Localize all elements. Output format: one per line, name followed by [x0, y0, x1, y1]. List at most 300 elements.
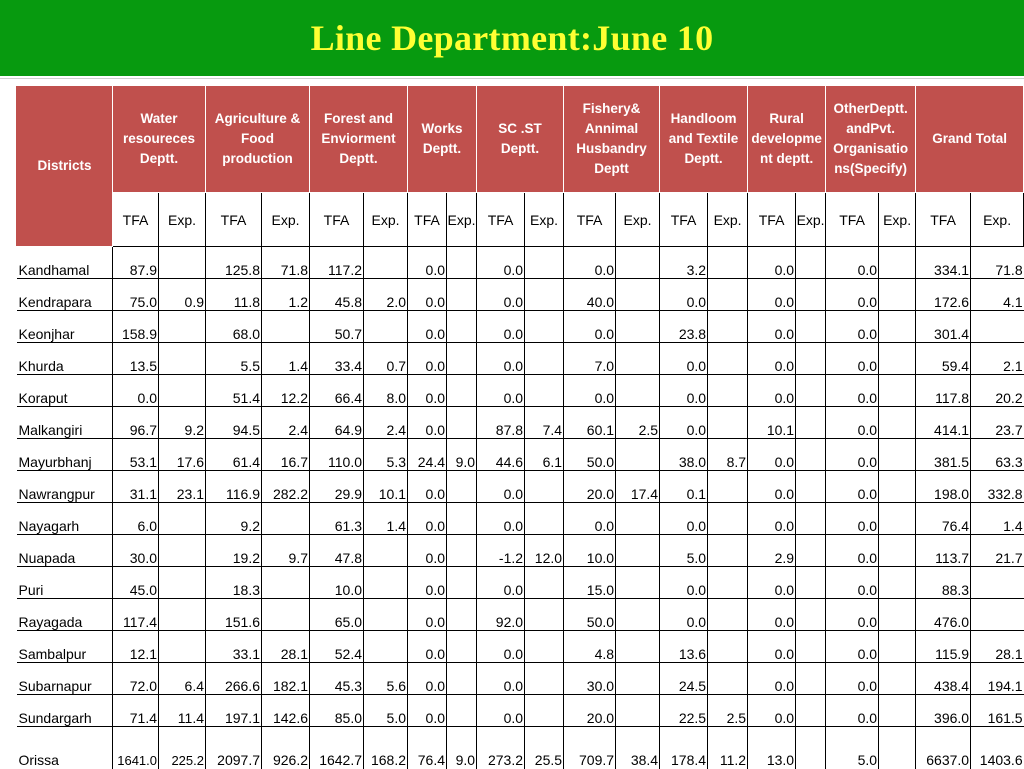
district-name: Koraput — [17, 375, 113, 407]
table-cell: 71.4 — [113, 695, 159, 727]
table-cell: 225.2 — [159, 727, 206, 769]
table-cell: 2.5 — [616, 407, 660, 439]
table-cell: 142.6 — [262, 695, 310, 727]
table-cell: 9.0 — [447, 439, 477, 471]
table-cell: 75.0 — [113, 279, 159, 311]
district-name: Nawrangpur — [17, 471, 113, 503]
table-cell — [159, 503, 206, 535]
table-row — [17, 663, 1024, 695]
subheader-tfa: TFA — [660, 193, 708, 247]
table-cell: 10.1 — [748, 407, 796, 439]
table-cell: 0.0 — [748, 503, 796, 535]
table-cell: 0.0 — [748, 471, 796, 503]
table-cell: 0.0 — [408, 567, 447, 599]
table-cell — [971, 311, 1024, 343]
table-cell: 0.0 — [564, 375, 616, 407]
table-cell: 1.4 — [364, 503, 408, 535]
table-cell: 76.4 — [408, 727, 447, 769]
table-cell: 5.5 — [206, 343, 262, 375]
table-cell: 161.5 — [971, 695, 1024, 727]
table-cell: 5.3 — [364, 439, 408, 471]
table-cell — [971, 567, 1024, 599]
table-cell: 332.8 — [971, 471, 1024, 503]
district-name: Subarnapur — [17, 663, 113, 695]
table-cell — [262, 567, 310, 599]
table-cell — [447, 375, 477, 407]
table-cell: 45.3 — [310, 663, 364, 695]
table-cell: 1642.7 — [310, 727, 364, 769]
table-cell: 23.8 — [660, 311, 708, 343]
title-banner — [0, 0, 1024, 76]
table-cell: 11.8 — [206, 279, 262, 311]
table-cell: 282.2 — [262, 471, 310, 503]
table-cell: 0.0 — [477, 311, 525, 343]
page-title: Line Department:June 10 — [311, 17, 714, 59]
table-cell: 0.0 — [660, 503, 708, 535]
table-row — [17, 279, 1024, 311]
table-cell: 23.7 — [971, 407, 1024, 439]
table-cell: 0.0 — [826, 663, 879, 695]
table-cell — [708, 375, 748, 407]
table-cell: 0.0 — [477, 695, 525, 727]
table-cell: 68.0 — [206, 311, 262, 343]
table-cell — [879, 663, 916, 695]
table-cell — [159, 599, 206, 631]
table-cell: 6.1 — [525, 439, 564, 471]
table-row — [17, 375, 1024, 407]
table-cell — [796, 279, 826, 311]
subheader-exp: Exp. — [159, 193, 206, 247]
col-header-forest: Forest and Enviorment Deptt. — [310, 86, 408, 193]
table-cell — [447, 343, 477, 375]
district-name: Keonjhar — [17, 311, 113, 343]
table-cell — [364, 631, 408, 663]
district-name: Nuapada — [17, 535, 113, 567]
table-cell — [796, 695, 826, 727]
subheader-tfa: TFA — [916, 193, 971, 247]
table-cell — [525, 631, 564, 663]
col-header-water: Water resoureces Deptt. — [113, 86, 206, 193]
table-cell — [879, 503, 916, 535]
table-cell: 0.0 — [748, 311, 796, 343]
table-cell: 9.2 — [206, 503, 262, 535]
table-cell: 0.0 — [748, 279, 796, 311]
table-cell: 0.0 — [564, 503, 616, 535]
table-cell: 0.0 — [748, 567, 796, 599]
table-cell: 40.0 — [564, 279, 616, 311]
table-cell — [616, 535, 660, 567]
table-cell — [708, 663, 748, 695]
table-row — [17, 247, 1024, 279]
subheader-exp: Exp. — [971, 193, 1024, 247]
subheader-tfa: TFA — [748, 193, 796, 247]
table-cell — [616, 695, 660, 727]
table-cell — [525, 695, 564, 727]
table-cell: 151.6 — [206, 599, 262, 631]
table-cell: 414.1 — [916, 407, 971, 439]
table-cell: 12.2 — [262, 375, 310, 407]
table-cell: 198.0 — [916, 471, 971, 503]
department-table — [16, 85, 1024, 769]
table-cell: 5.0 — [364, 695, 408, 727]
table-cell: 12.1 — [113, 631, 159, 663]
table-cell: 76.4 — [916, 503, 971, 535]
table-cell — [708, 311, 748, 343]
table-cell: 9.2 — [159, 407, 206, 439]
table-cell: 0.0 — [477, 279, 525, 311]
table-cell: 88.3 — [916, 567, 971, 599]
table-cell: 926.2 — [262, 727, 310, 769]
table-cell — [525, 279, 564, 311]
table-cell: 3.2 — [660, 247, 708, 279]
table-cell: 1.4 — [971, 503, 1024, 535]
table-cell: 0.0 — [660, 599, 708, 631]
table-cell: 2.4 — [262, 407, 310, 439]
table-cell: 266.6 — [206, 663, 262, 695]
table-cell: 0.0 — [748, 375, 796, 407]
table-cell: 92.0 — [477, 599, 525, 631]
table-cell — [796, 535, 826, 567]
table-cell: 52.4 — [310, 631, 364, 663]
table-cell: 8.7 — [708, 439, 748, 471]
table-cell — [525, 375, 564, 407]
table-cell: 51.4 — [206, 375, 262, 407]
table-cell — [796, 375, 826, 407]
table-cell: 60.1 — [564, 407, 616, 439]
subheader-exp: Exp. — [879, 193, 916, 247]
table-cell — [796, 503, 826, 535]
table-cell — [796, 343, 826, 375]
table-cell — [879, 247, 916, 279]
table-cell: 66.4 — [310, 375, 364, 407]
table-cell: 0.0 — [408, 631, 447, 663]
district-name: Kandhamal — [17, 247, 113, 279]
table-cell: 0.0 — [826, 567, 879, 599]
table-cell: 273.2 — [477, 727, 525, 769]
table-cell: 0.0 — [660, 343, 708, 375]
table-cell — [525, 663, 564, 695]
table-cell: 0.0 — [477, 247, 525, 279]
table-cell — [708, 631, 748, 663]
table-cell: 50.0 — [564, 439, 616, 471]
table-cell: 0.0 — [748, 599, 796, 631]
subheader-tfa: TFA — [310, 193, 364, 247]
table-cell — [364, 247, 408, 279]
table-cell — [159, 343, 206, 375]
table-row — [17, 471, 1024, 503]
table-cell: 117.2 — [310, 247, 364, 279]
table-cell: 0.0 — [564, 247, 616, 279]
table-cell: 0.0 — [826, 439, 879, 471]
table-cell: 87.9 — [113, 247, 159, 279]
table-cell: 0.0 — [408, 535, 447, 567]
table-cell — [447, 663, 477, 695]
table-cell: 71.8 — [262, 247, 310, 279]
table-cell: 45.8 — [310, 279, 364, 311]
table-cell: 64.9 — [310, 407, 364, 439]
table-cell: 85.0 — [310, 695, 364, 727]
table-cell: 2.1 — [971, 343, 1024, 375]
subheader-exp: Exp. — [364, 193, 408, 247]
col-header-fishery: Fishery& Annimal Husbandry Deptt — [564, 86, 660, 193]
table-cell — [796, 439, 826, 471]
table-cell — [616, 247, 660, 279]
table-cell: 0.0 — [826, 247, 879, 279]
table-cell: 30.0 — [113, 535, 159, 567]
table-cell: 1.2 — [262, 279, 310, 311]
table-cell: 0.0 — [408, 375, 447, 407]
table-cell: 9.0 — [447, 727, 477, 769]
table-cell: 38.4 — [616, 727, 660, 769]
table-cell — [525, 503, 564, 535]
table-row — [17, 535, 1024, 567]
table-cell: 96.7 — [113, 407, 159, 439]
table-cell: 0.0 — [748, 695, 796, 727]
table-cell: 24.5 — [660, 663, 708, 695]
table-cell: 197.1 — [206, 695, 262, 727]
table-cell — [616, 439, 660, 471]
table-cell: 38.0 — [660, 439, 708, 471]
table-cell: 0.0 — [408, 279, 447, 311]
table-cell: 0.0 — [408, 599, 447, 631]
table-cell: 438.4 — [916, 663, 971, 695]
table-cell: 28.1 — [262, 631, 310, 663]
table-cell: 0.0 — [408, 663, 447, 695]
table-cell — [879, 375, 916, 407]
table-cell: 13.0 — [748, 727, 796, 769]
table-cell: 709.7 — [564, 727, 616, 769]
district-name: Puri — [17, 567, 113, 599]
col-header-rural: Rural developme nt deptt. — [748, 86, 826, 193]
table-cell — [796, 663, 826, 695]
table-cell: 1.4 — [262, 343, 310, 375]
table-cell: 59.4 — [916, 343, 971, 375]
table-cell: 182.1 — [262, 663, 310, 695]
district-name: Sambalpur — [17, 631, 113, 663]
district-name: Orissa — [17, 727, 113, 769]
col-header-agriculture: Agriculture & Food production — [206, 86, 310, 193]
table-cell: 44.6 — [477, 439, 525, 471]
district-name: Malkangiri — [17, 407, 113, 439]
table-cell: 0.0 — [477, 343, 525, 375]
table-cell: 23.1 — [159, 471, 206, 503]
table-cell: 11.4 — [159, 695, 206, 727]
table-cell — [708, 535, 748, 567]
table-row — [17, 503, 1024, 535]
table-cell — [708, 343, 748, 375]
table-cell — [616, 503, 660, 535]
table-cell: 2.0 — [364, 279, 408, 311]
table-cell: 71.8 — [971, 247, 1024, 279]
table-cell: 334.1 — [916, 247, 971, 279]
table-cell — [616, 311, 660, 343]
table-cell: 6.0 — [113, 503, 159, 535]
table-cell: 0.0 — [408, 471, 447, 503]
table-cell — [879, 535, 916, 567]
subheader-exp: Exp. — [447, 193, 477, 247]
district-name: Sundargarh — [17, 695, 113, 727]
table-cell: 20.0 — [564, 695, 616, 727]
table-cell: 33.1 — [206, 631, 262, 663]
table-cell: 13.6 — [660, 631, 708, 663]
table-cell: 0.0 — [408, 695, 447, 727]
table-cell — [525, 311, 564, 343]
table-cell: 28.1 — [971, 631, 1024, 663]
table-cell: 113.7 — [916, 535, 971, 567]
table-cell — [159, 567, 206, 599]
total-row — [17, 727, 1024, 769]
table-cell — [262, 311, 310, 343]
table-cell: 5.0 — [660, 535, 708, 567]
col-header-scst: SC .ST Deptt. — [477, 86, 564, 193]
subheader-tfa: TFA — [564, 193, 616, 247]
table-cell: 116.9 — [206, 471, 262, 503]
table-cell — [159, 631, 206, 663]
table-cell — [525, 343, 564, 375]
table-cell: 9.7 — [262, 535, 310, 567]
table-cell: 117.8 — [916, 375, 971, 407]
table-cell: 0.0 — [748, 247, 796, 279]
table-cell — [708, 503, 748, 535]
table-cell: 20.0 — [564, 471, 616, 503]
table-cell: 0.0 — [113, 375, 159, 407]
table-cell: 12.0 — [525, 535, 564, 567]
table-cell — [364, 567, 408, 599]
subheader-exp: Exp. — [525, 193, 564, 247]
table-cell — [159, 311, 206, 343]
table-cell: 22.5 — [660, 695, 708, 727]
table-cell — [796, 567, 826, 599]
table-cell: 0.0 — [408, 343, 447, 375]
table-cell — [364, 535, 408, 567]
table-cell: 301.4 — [916, 311, 971, 343]
table-cell: 0.0 — [660, 375, 708, 407]
table-cell — [616, 279, 660, 311]
table-cell — [616, 343, 660, 375]
table-cell: 0.0 — [826, 471, 879, 503]
table-cell — [796, 631, 826, 663]
table-cell: 10.0 — [564, 535, 616, 567]
subheader-exp: Exp. — [616, 193, 660, 247]
table-cell — [616, 375, 660, 407]
table-cell: 18.3 — [206, 567, 262, 599]
table-cell: 61.4 — [206, 439, 262, 471]
table-cell: 0.0 — [408, 503, 447, 535]
table-cell — [447, 311, 477, 343]
table-cell: 29.9 — [310, 471, 364, 503]
table-cell — [879, 439, 916, 471]
table-cell — [879, 311, 916, 343]
table-cell: 178.4 — [660, 727, 708, 769]
subheader-exp: Exp. — [796, 193, 826, 247]
table-cell — [447, 695, 477, 727]
table-cell — [708, 471, 748, 503]
table-cell: 0.0 — [826, 279, 879, 311]
table-cell — [879, 599, 916, 631]
table-cell — [159, 375, 206, 407]
table-cell — [447, 631, 477, 663]
table-cell: 21.7 — [971, 535, 1024, 567]
table-cell — [708, 279, 748, 311]
table-cell — [796, 247, 826, 279]
table-cell: 17.6 — [159, 439, 206, 471]
table-cell — [879, 695, 916, 727]
table-cell: 72.0 — [113, 663, 159, 695]
table-cell — [796, 599, 826, 631]
table-cell — [525, 247, 564, 279]
table-cell: 61.3 — [310, 503, 364, 535]
table-cell — [364, 599, 408, 631]
table-cell: 0.0 — [748, 663, 796, 695]
table-cell — [447, 407, 477, 439]
table-cell — [447, 567, 477, 599]
table-cell: 115.9 — [916, 631, 971, 663]
table-cell: 158.9 — [113, 311, 159, 343]
table-cell: 16.7 — [262, 439, 310, 471]
table-row — [17, 695, 1024, 727]
table-cell: 31.1 — [113, 471, 159, 503]
table-cell — [879, 279, 916, 311]
table-cell: 0.0 — [748, 631, 796, 663]
table-cell: 0.0 — [408, 311, 447, 343]
table-cell: 0.0 — [826, 407, 879, 439]
table-row — [17, 343, 1024, 375]
table-cell — [796, 471, 826, 503]
table-cell: 13.5 — [113, 343, 159, 375]
table-cell: 0.0 — [826, 631, 879, 663]
table-cell: 2.5 — [708, 695, 748, 727]
table-cell: 172.6 — [916, 279, 971, 311]
table-cell — [708, 247, 748, 279]
table-cell: 0.0 — [826, 599, 879, 631]
table-cell: 5.0 — [826, 727, 879, 769]
table-cell: 5.6 — [364, 663, 408, 695]
table-cell — [447, 535, 477, 567]
table-cell: 0.0 — [660, 407, 708, 439]
table-row — [17, 439, 1024, 471]
subheader-tfa: TFA — [206, 193, 262, 247]
table-cell: 396.0 — [916, 695, 971, 727]
table-cell — [262, 599, 310, 631]
table-row — [17, 567, 1024, 599]
table-cell: 0.0 — [826, 311, 879, 343]
table-cell: 10.0 — [310, 567, 364, 599]
table-cell: 0.0 — [660, 567, 708, 599]
table-cell: 0.0 — [826, 503, 879, 535]
divider — [0, 78, 1024, 79]
subheader-tfa: TFA — [113, 193, 159, 247]
table-cell — [879, 343, 916, 375]
table-cell — [616, 599, 660, 631]
table-cell — [616, 567, 660, 599]
table-cell: 45.0 — [113, 567, 159, 599]
table-cell: 0.0 — [408, 247, 447, 279]
table-cell: 4.8 — [564, 631, 616, 663]
table-cell: 10.1 — [364, 471, 408, 503]
table-cell: -1.2 — [477, 535, 525, 567]
table-cell — [879, 567, 916, 599]
table-cell: 0.1 — [660, 471, 708, 503]
table-cell: 0.0 — [826, 375, 879, 407]
table-cell: 65.0 — [310, 599, 364, 631]
table-cell: 53.1 — [113, 439, 159, 471]
table-cell: 87.8 — [477, 407, 525, 439]
table-cell: 20.2 — [971, 375, 1024, 407]
table-cell — [708, 567, 748, 599]
col-header-works: Works Deptt. — [408, 86, 477, 193]
district-name: Kendrapara — [17, 279, 113, 311]
table-cell: 1641.0 — [113, 727, 159, 769]
